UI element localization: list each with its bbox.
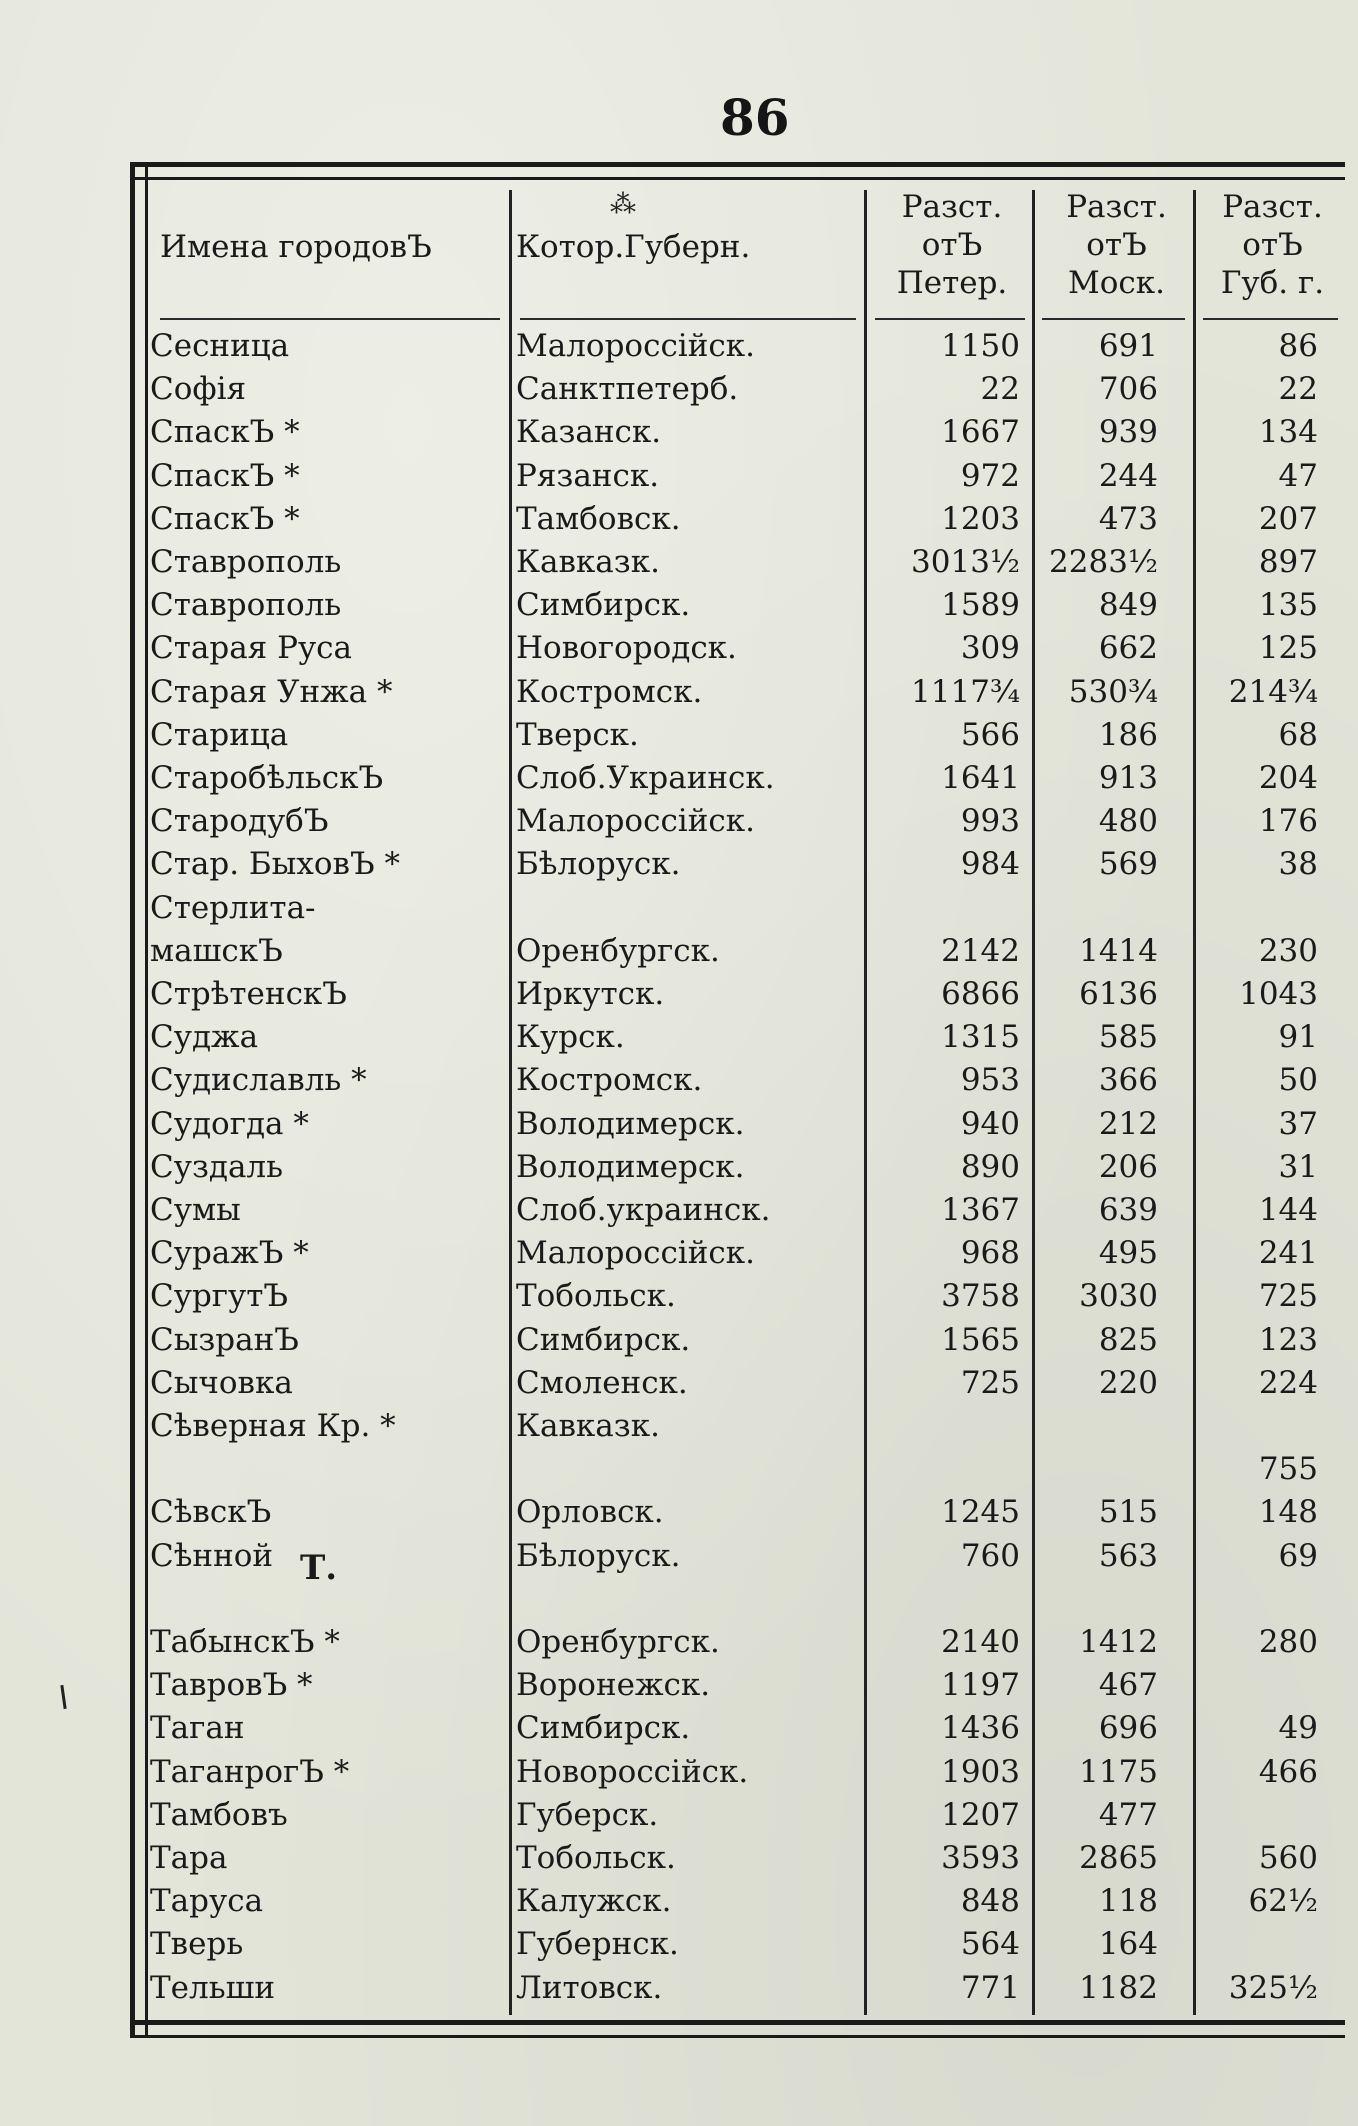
city-name: Сѣнной (150, 1537, 274, 1574)
distance-petersburg: 1207 (941, 1796, 1020, 1833)
distance-moscow: 530¾ (1068, 673, 1158, 710)
distance-petersburg: 968 (960, 1235, 1020, 1272)
table-row (0, 930, 1358, 973)
city-name: Тельши (150, 1969, 276, 2006)
distance-moscow: 473 (1098, 500, 1158, 537)
province-name: Орловск. (516, 1494, 664, 1531)
distance-moscow: 939 (1098, 414, 1158, 451)
table-row (0, 1232, 1358, 1275)
city-name: Сычовка (150, 1364, 293, 1401)
city-name: Суздаль (150, 1148, 284, 1185)
page-number: 86 (720, 88, 790, 147)
header-line: Петер. (896, 265, 1008, 301)
distance-petersburg: 3593 (941, 1840, 1020, 1876)
distance-petersburg: 1667 (941, 414, 1020, 451)
province-name: Тамбовск. (516, 500, 681, 537)
distance-moscow: 495 (1098, 1235, 1158, 1272)
header-rule (520, 318, 856, 320)
table-row (0, 1751, 1358, 1794)
distance-petersburg: 940 (960, 1105, 1020, 1142)
distance-moscow: 1414 (1079, 932, 1158, 969)
distance-moscow: 2283½ (1049, 544, 1158, 580)
distance-moscow: 825 (1098, 1321, 1158, 1358)
distance-petersburg: 6866 (941, 976, 1020, 1012)
header-line: отЪ (1242, 227, 1303, 263)
distance-gubernia: 125 (1258, 630, 1318, 667)
province-name: Литовск. (516, 1969, 663, 2006)
city-name: СтрѣтенскЪ (150, 976, 347, 1012)
city-name: Судогда * (150, 1105, 309, 1142)
distance-moscow: 212 (1098, 1105, 1158, 1142)
province-name: Слоб.Украинск. (516, 760, 775, 796)
city-name: Софiя (150, 371, 247, 408)
city-name: машскЪ (150, 932, 283, 969)
city-name: СуражЪ * (150, 1235, 309, 1272)
city-name: Ставрополь (150, 544, 342, 580)
distance-moscow: 3030 (1079, 1278, 1158, 1315)
distance-gubernia: 49 (1278, 1710, 1318, 1747)
distance-moscow: 480 (1098, 803, 1158, 840)
city-name: СтародубЪ (150, 803, 329, 840)
distance-petersburg: 760 (960, 1537, 1020, 1574)
distance-moscow: 206 (1098, 1148, 1158, 1185)
distance-gubernia: 22 (1278, 371, 1318, 408)
table-row (0, 1448, 1358, 1491)
table-row (0, 1016, 1358, 1059)
distance-petersburg: 309 (960, 630, 1020, 667)
table-row (0, 757, 1358, 800)
city-name: Судиславль * (150, 1062, 367, 1099)
distance-moscow: 467 (1098, 1667, 1158, 1704)
distance-moscow: 366 (1098, 1062, 1158, 1099)
city-name: Ставрополь (150, 587, 342, 624)
table-row (0, 498, 1358, 541)
frame-bottom-border (130, 2020, 1345, 2038)
city-name: Таруса (150, 1883, 264, 1920)
distance-moscow: 244 (1098, 457, 1158, 494)
distance-petersburg: 1589 (941, 587, 1020, 624)
distance-moscow: 1182 (1079, 1969, 1158, 2006)
table-row (0, 1103, 1358, 1146)
city-name: Суджа (150, 1019, 259, 1056)
header-distance-petersburg (872, 188, 1032, 302)
distance-petersburg: 1245 (941, 1494, 1020, 1531)
province-name: Рязанск. (516, 457, 660, 494)
table-row (0, 800, 1358, 843)
distance-gubernia: 50 (1278, 1062, 1318, 1099)
table-row (0, 1923, 1358, 1966)
city-name: СпаскЪ * (150, 500, 300, 537)
distance-moscow: 569 (1098, 846, 1158, 883)
distance-moscow: 913 (1098, 760, 1158, 796)
distance-moscow: 849 (1098, 587, 1158, 624)
distance-petersburg: 725 (960, 1364, 1020, 1401)
table-row (0, 411, 1358, 454)
distance-gubernia: 204 (1258, 760, 1318, 796)
distance-moscow: 1175 (1079, 1753, 1158, 1790)
distance-petersburg: 1203 (941, 500, 1020, 537)
province-name: Кавказк. (516, 1408, 660, 1444)
distance-moscow: 639 (1098, 1192, 1158, 1228)
table-row (0, 973, 1358, 1016)
header-line: Разст. (901, 189, 1003, 225)
table-row (0, 1621, 1358, 1664)
distance-moscow: 691 (1098, 328, 1158, 364)
distance-gubernia: 31 (1278, 1148, 1318, 1185)
city-name: Сесница (150, 328, 290, 364)
header-line: Разст. (1222, 189, 1323, 225)
city-name: Старая Руса (150, 630, 353, 667)
header-city-names: Имена городовЪ (160, 229, 432, 265)
distance-gubernia: 560 (1258, 1840, 1318, 1876)
table-row (0, 1059, 1358, 1102)
city-name: ТавровЪ * (150, 1667, 313, 1704)
distance-gubernia: 230 (1258, 932, 1318, 969)
distance-gubernia: 176 (1258, 803, 1318, 840)
province-name: Костромск. (516, 1062, 703, 1099)
distance-petersburg: 1436 (941, 1710, 1020, 1747)
distance-petersburg: 1150 (941, 328, 1020, 364)
province-name: Бѣлоруск. (516, 1537, 681, 1574)
header-distance-moscow (1040, 188, 1193, 302)
distance-moscow: 118 (1098, 1883, 1158, 1920)
distance-moscow: 220 (1098, 1364, 1158, 1401)
table-row (0, 584, 1358, 627)
province-name: Симбирск. (516, 1321, 691, 1358)
city-name: Сѣверная Кр. * (150, 1408, 396, 1444)
header-line: отЪ (921, 227, 983, 263)
distance-petersburg: 1315 (941, 1019, 1020, 1056)
table-row (0, 1319, 1358, 1362)
table-row (0, 1880, 1358, 1923)
distance-gubernia: 144 (1258, 1192, 1318, 1228)
distance-moscow: 706 (1098, 371, 1158, 408)
city-name: Сумы (150, 1192, 241, 1228)
header-line: отЪ (1086, 227, 1147, 263)
distance-moscow: 477 (1098, 1796, 1158, 1833)
province-name: Новогородск. (516, 630, 737, 667)
province-name: Воронежск. (516, 1667, 711, 1704)
distance-petersburg: 2142 (941, 932, 1020, 969)
distance-gubernia: 37 (1278, 1105, 1318, 1142)
province-name: Тобольск. (516, 1278, 676, 1315)
province-name: Володимерск. (516, 1148, 745, 1185)
distance-gubernia: 135 (1258, 587, 1318, 624)
city-name: Старица (150, 716, 289, 753)
province-name: Губерск. (516, 1796, 659, 1833)
province-name: Бѣлоруск. (516, 846, 681, 883)
section-letter: Т. (300, 1548, 338, 1588)
distance-gubernia: 224 (1258, 1364, 1318, 1401)
distance-gubernia: 62½ (1248, 1883, 1318, 1920)
province-name: Курск. (516, 1019, 625, 1056)
header-rule (160, 318, 500, 320)
province-name: Новороссiйск. (516, 1753, 749, 1790)
distance-gubernia: 148 (1258, 1494, 1318, 1531)
distance-petersburg: 1367 (941, 1192, 1020, 1228)
province-name: Санктпетерб. (516, 371, 739, 408)
distance-petersburg: 984 (960, 846, 1020, 883)
distance-moscow: 585 (1098, 1019, 1158, 1056)
distance-gubernia: 91 (1278, 1019, 1318, 1056)
distance-gubernia: 69 (1278, 1537, 1318, 1574)
distance-gubernia: 134 (1258, 414, 1318, 451)
distance-gubernia: 214¾ (1228, 673, 1318, 710)
distance-gubernia: 123 (1258, 1321, 1318, 1358)
distance-petersburg: 1641 (941, 760, 1020, 796)
distance-petersburg: 3013½ (911, 544, 1020, 580)
distance-gubernia: 86 (1278, 328, 1318, 364)
distance-gubernia: 725 (1258, 1278, 1318, 1315)
city-name: СѣвскЪ (150, 1494, 272, 1531)
distance-petersburg: 848 (960, 1883, 1020, 1920)
distance-petersburg: 1117¾ (911, 673, 1020, 710)
header-line: Разст. (1066, 189, 1167, 225)
table-row (0, 1275, 1358, 1318)
province-name: Симбирск. (516, 587, 691, 624)
distance-moscow: 563 (1098, 1537, 1158, 1574)
distance-petersburg: 771 (960, 1969, 1020, 2006)
province-name: Тобольск. (516, 1840, 676, 1876)
distance-petersburg: 1565 (941, 1321, 1020, 1358)
distance-gubernia: 755 (1258, 1451, 1318, 1488)
province-name: Малороссiйск. (516, 1235, 755, 1272)
city-name: Тара (150, 1840, 228, 1876)
table-row (0, 1794, 1358, 1837)
province-name: Симбирск. (516, 1710, 691, 1747)
distance-gubernia: 47 (1278, 457, 1318, 494)
province-name: Слоб.украинск. (516, 1192, 771, 1228)
table-row (0, 1189, 1358, 1232)
province-name: Оренбургск. (516, 932, 720, 969)
province-name: Калужск. (516, 1883, 672, 1920)
city-name: СпаскЪ * (150, 457, 300, 494)
distance-gubernia: 466 (1258, 1753, 1318, 1790)
distance-gubernia: 897 (1258, 544, 1318, 580)
header-rule (1203, 318, 1338, 320)
city-name: ТаганрогЪ * (150, 1753, 350, 1790)
distance-moscow: 1412 (1079, 1624, 1158, 1660)
city-name: СтаробѣльскЪ (150, 760, 384, 796)
distance-gubernia: 1043 (1239, 976, 1318, 1012)
distance-petersburg: 3758 (941, 1278, 1020, 1315)
province-name: Кавказк. (516, 544, 660, 580)
table-row (0, 1967, 1358, 2010)
province-name: Малороссiйск. (516, 803, 755, 840)
distance-petersburg: 890 (960, 1148, 1020, 1185)
province-name: Оренбургск. (516, 1624, 720, 1660)
distance-petersburg: 1903 (941, 1753, 1020, 1790)
province-name: Володимерск. (516, 1105, 745, 1142)
distance-gubernia: 207 (1258, 500, 1318, 537)
city-name: Тверь (150, 1926, 244, 1963)
distance-petersburg: 22 (980, 371, 1020, 408)
distance-moscow: 662 (1098, 630, 1158, 667)
province-name: Казанск. (516, 414, 662, 451)
table-row (0, 627, 1358, 670)
header-distance-gubernia (1200, 188, 1345, 302)
distance-moscow: 2865 (1079, 1840, 1158, 1876)
distance-gubernia: 280 (1258, 1624, 1318, 1660)
distance-petersburg: 972 (960, 457, 1020, 494)
table-row (0, 1405, 1358, 1448)
city-name: Старая Унжа * (150, 673, 393, 710)
city-name: Тамбовъ (150, 1796, 288, 1833)
distance-moscow: 696 (1098, 1710, 1158, 1747)
city-name: Стар. БыховЪ * (150, 846, 400, 883)
distance-petersburg: 1197 (941, 1667, 1020, 1704)
distance-petersburg: 566 (960, 716, 1020, 753)
table-row (0, 1664, 1358, 1707)
header-province: Котор.Губерн. (516, 229, 751, 265)
table-row (0, 887, 1358, 930)
province-name: Тверск. (516, 716, 639, 753)
distance-gubernia: 68 (1278, 716, 1318, 753)
distance-moscow: 186 (1098, 716, 1158, 753)
header-line: Губ. г. (1220, 265, 1325, 301)
distance-moscow: 6136 (1079, 976, 1158, 1012)
city-name: СпаскЪ * (150, 414, 300, 451)
table-row (0, 714, 1358, 757)
province-name: Малороссiйск. (516, 328, 755, 364)
city-name: ТабынскЪ * (150, 1624, 340, 1660)
distance-gubernia: 325½ (1228, 1969, 1318, 2006)
frame-top-border (130, 162, 1345, 180)
table-row (0, 541, 1358, 584)
province-name: Губернск. (516, 1926, 679, 1963)
distance-moscow: 515 (1098, 1494, 1158, 1531)
city-name: СызранЪ (150, 1321, 299, 1358)
province-name: Смоленск. (516, 1364, 688, 1401)
distance-moscow: 164 (1098, 1926, 1158, 1963)
ornament-icon: ⁂ (610, 190, 636, 220)
distance-petersburg: 953 (960, 1062, 1020, 1099)
table-row (0, 1491, 1358, 1534)
table-row (0, 1707, 1358, 1750)
distance-gubernia: 241 (1258, 1235, 1318, 1272)
table-row (0, 455, 1358, 498)
distance-gubernia: 38 (1278, 846, 1318, 883)
city-name: Стерлита- (150, 889, 316, 926)
table-row (0, 843, 1358, 886)
header-rule (875, 318, 1025, 320)
province-name: Костромск. (516, 673, 703, 710)
header-rule (1042, 318, 1185, 320)
table-row (0, 1535, 1358, 1578)
table-row (0, 1362, 1358, 1405)
table-row (0, 1837, 1358, 1880)
distance-petersburg: 564 (960, 1926, 1020, 1963)
table-row (0, 325, 1358, 368)
table-row (0, 368, 1358, 411)
table-row (0, 671, 1358, 714)
header-line: Моск. (1068, 265, 1165, 301)
distance-petersburg: 993 (960, 803, 1020, 840)
city-name: СургутЪ (150, 1278, 289, 1315)
city-name: Таган (150, 1710, 245, 1747)
province-name: Иркутск. (516, 976, 665, 1012)
table-row (0, 1146, 1358, 1189)
distance-petersburg: 2140 (941, 1624, 1020, 1660)
